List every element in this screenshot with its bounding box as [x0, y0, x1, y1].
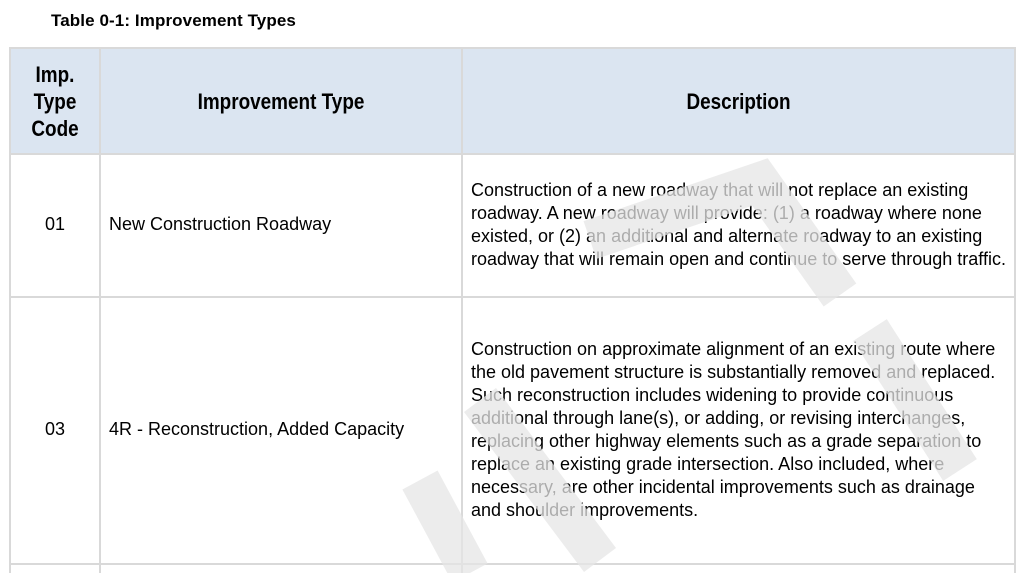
row-description-cell: Construction of a new roadway that will not replace an existing roadway. A new roadway will provide: (1) a roadway where none existed, or (2) an additional and alternate roadway to an existing roadway that will remain open and continue to serve through traffic. [462, 154, 1015, 297]
row-code-cell-empty [10, 564, 100, 573]
header-imp-type-code [10, 48, 100, 154]
table-row-partial [10, 564, 1015, 573]
row-type-cell-empty [100, 564, 462, 573]
header-improvement-type [100, 48, 462, 154]
row-code-cell: 01 [10, 154, 100, 297]
row-type-cell: New Construction Roadway [100, 154, 462, 297]
header-description-label: Description [686, 88, 791, 114]
table-row [10, 154, 1015, 297]
row-description-cell: Construction on approximate alignment of an existing route where the old pavement structure is substantially removed and replaced. Such reconstruction includes widening to provide continuous additional through lane(s), or adding, or revising interchanges, replacing other highway elements such as a grade separation to replace an existing grade intersection. Also included, where necessary, are other incidental improvements such as drainage and shoulder improvements. [462, 297, 1015, 564]
row-description-cell-empty [462, 564, 1015, 573]
row-type-cell: 4R - Reconstruction, Added Capacity [100, 297, 462, 564]
header-row [10, 48, 1015, 154]
table-caption: Table 0-1: Improvement Types [51, 11, 296, 30]
row-code-cell: 03 [10, 297, 100, 564]
header-imp-type-code-label: Imp. Type Code [31, 61, 79, 141]
improvement-types-table [9, 47, 1016, 573]
header-improvement-type-label: Improvement Type [197, 88, 365, 114]
header-description [462, 48, 1015, 154]
table-row [10, 297, 1015, 564]
